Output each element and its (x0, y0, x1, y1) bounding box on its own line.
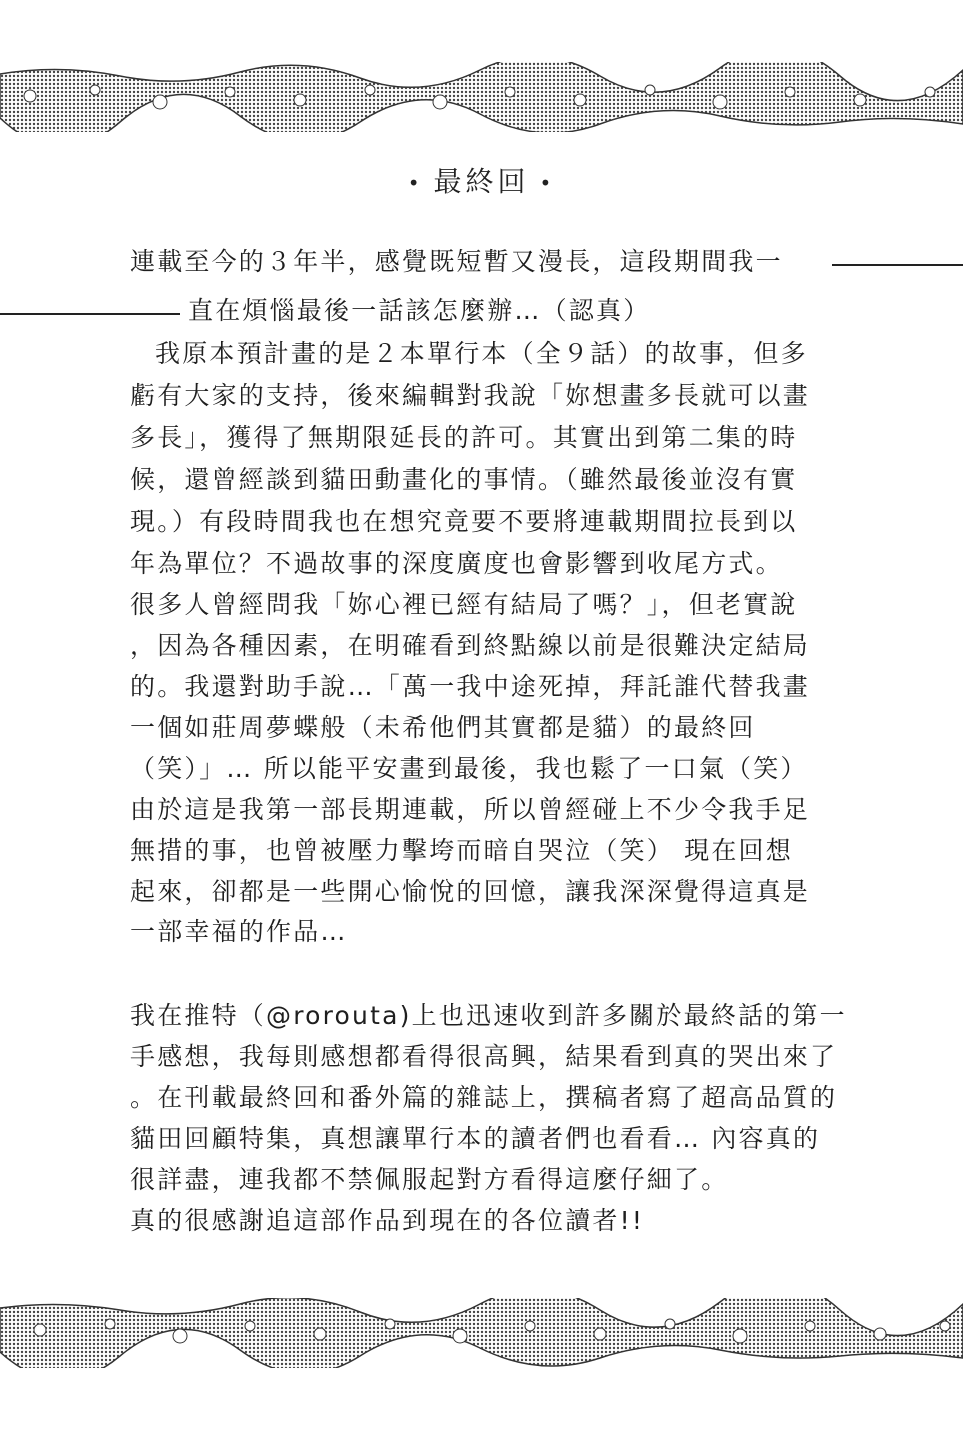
text-line-13: （笑）」… 所以能平安畫到最後，我也鬆了一口氣（笑） (130, 754, 808, 783)
text2-line-4: 貓田回顧特集，真想讓單行本的讀者們也看看… 內容真的 (130, 1124, 821, 1153)
text-line-14: 由於這是我第一部長期連載，所以曾經碰上不少令我手足 (130, 795, 811, 824)
text-line-1: 連載至今的３年半，感覺既短暫又漫長，這段期間我一 (130, 247, 783, 276)
text-line-11: 的。我還對助手說…「萬一我中途死掉，拜託誰代替我畫 (130, 672, 811, 701)
text-line-6: 候，還曾經談到貓田動畫化的事情。（雖然最後並沒有實 (130, 465, 798, 494)
text-line-17: 一部幸福的作品… (130, 917, 348, 946)
title-text: 最終回 (433, 165, 530, 198)
text2-line-5: 很詳盡，連我都不禁佩服起對方看得這麼仔細了。 (130, 1165, 729, 1194)
text-line-5: 多長」，獲得了無期限延長的許可。其實出到第二集的時 (130, 423, 798, 452)
text-line-7: 現。）有段時間我也在想究竟要不要將連載期間拉長到以 (130, 507, 798, 536)
text2-line-1: 我在推特（@rorouta)上也迅速收到許多關於最終話的第一 (130, 1001, 847, 1030)
text-line-9: 很多人曾經問我「妳心裡已經有結局了嗎？」，但老實說 (130, 590, 798, 619)
text-line-12: 一個如莊周夢蝶般（未希他們其實都是貓）的最終回 (130, 713, 756, 742)
text-line-4: 虧有大家的支持，後來編輯對我說「妳想畫多長就可以畫 (130, 381, 811, 410)
text2-line-6: 真的很感謝追這部作品到現在的各位讀者!! (130, 1206, 645, 1235)
decorative-bottom-border (0, 1298, 963, 1368)
text-line-2: 直在煩惱最後一話該怎麼辦…（認真） (188, 296, 651, 325)
page-title (0, 160, 963, 200)
decorative-rule-right (832, 264, 963, 266)
title-bullet-left: • (407, 171, 424, 195)
text-line-15: 無措的事，也曾被壓力擊垮而暗自哭泣（笑） 現在回想 (130, 836, 793, 865)
text-line-16: 起來，卻都是一些開心愉悅的回憶，讓我深深覺得這真是 (130, 877, 811, 906)
text-line-10: ，因為各種因素，在明確看到終點線以前是很難決定結局 (130, 631, 811, 660)
title-bullet-right: • (539, 171, 556, 195)
text2-line-2: 手感想，我每則感想都看得很高興，結果看到真的哭出來了 (130, 1042, 838, 1071)
decorative-top-border (0, 62, 963, 132)
text-line-8: 年為單位？不過故事的深度廣度也會影響到收尾方式。 (130, 549, 783, 578)
decorative-rule-left (0, 313, 180, 315)
text-line-3: 我原本預計畫的是２本單行本（全９話）的故事，但多 (155, 339, 808, 368)
text2-line-3: 。在刊載最終回和番外篇的雜誌上，撰稿者寫了超高品質的 (130, 1083, 838, 1112)
